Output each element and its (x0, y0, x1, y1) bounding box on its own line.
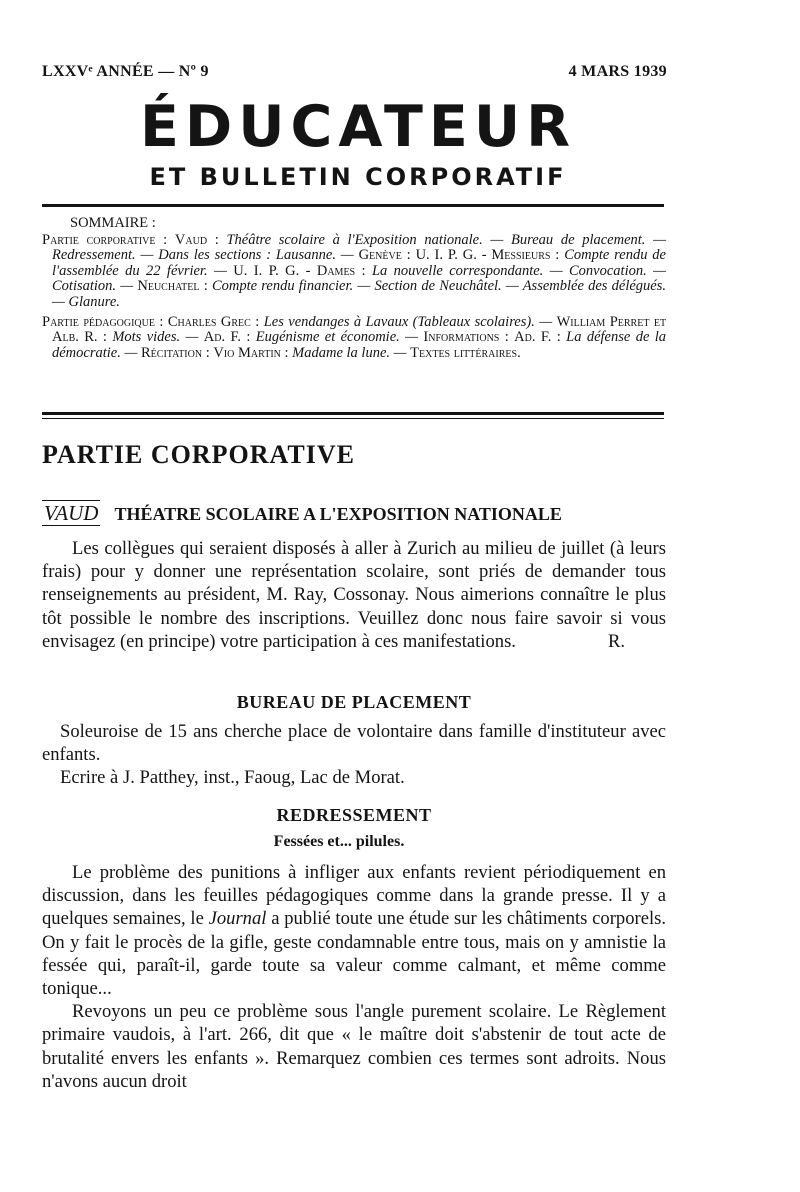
sommaire-dames-items: La nouvelle correspondante. — Convocation. — Cotisation. — (52, 262, 667, 295)
theatre-heading: THÉATRE SCOLAIRE A L'EXPOSITION NATIONALE (114, 504, 562, 524)
canton-label-vaud: VAUD (44, 501, 99, 525)
sommaire-heading: SOMMAIRE : (70, 215, 156, 231)
sommaire-rule-top (42, 412, 664, 415)
header-rule (42, 204, 664, 207)
redressement-p1-before: Le problème des punitions à infliger aux enfants revient périodiquement en discussion, dans les feuilles pédagogiques comme dans la grande presse. Il y a quelques semaines, le (42, 862, 666, 930)
sommaire-neuchatel-items: Compte rendu financier. — Section de Neuchâtel. — Assemblée des délégués. — Glanure. (52, 278, 667, 310)
sommaire-corporative: Partie corporative : Vaud : Théâtre scolaire à l'Exposition nationale. — Bureau de placement. — Redressement. — Dans les sections : Lausanne. — Genève : U. I. P. G. - Messieurs : Compte rendu de l'assemblée du 22 février. — U. I. P. G. - Dames : La nouvelle correspondante. — Convocation. — Cotisation. — Neuchatel : Compte rendu financier. — Section de Neuchâtel. — Assemblée des délégués. — Glanure. (42, 231, 667, 310)
sommaire-neuchatel-label: Neuchatel (137, 278, 200, 295)
issue-date: 4 MARS 1939 (568, 63, 667, 80)
sommaire-informations-label: Informations (423, 329, 500, 346)
sommaire-pedagogique: Partie pédagogique : Charles Grec : Les vendanges à Lavaux (Tableaux scolaires). — William Perret et Alb. R. : Mots vides. — Ad. F. : Eugénisme et économie. — Informations : Ad. F. : La défense de la démocratie. — Récitation : Vio Martin : Madame la lune. — Textes littéraires. (42, 313, 667, 361)
sommaire-geneve-label: Genève (358, 247, 402, 264)
bureau-heading: BUREAU DE PLACEMENT (236, 692, 472, 712)
sommaire-pedagogique-label: Partie pédagogique (42, 313, 155, 330)
sommaire-grec-author: Charles Grec (167, 313, 251, 330)
sommaire-vio-title: Madame la lune. — (292, 344, 407, 361)
table-of-contents (42, 216, 666, 361)
theatre-signature: R. (607, 630, 626, 652)
sommaire-uipg-messieurs: U. I. P. G. - Messieurs (415, 247, 551, 264)
redressement-paragraph-1 (42, 861, 666, 1000)
bureau-article (42, 720, 666, 790)
sommaire-adf2-author: Ad. F. (514, 329, 552, 346)
theatre-paragraph (42, 537, 666, 653)
sommaire-perret-authors: William Perret et Alb. R. (52, 313, 667, 346)
redressement-subheading: Fessées et... pilules. (273, 833, 405, 850)
redressement-heading: REDRESSEMENT (276, 805, 432, 825)
sommaire-adf1-author: Ad. F. (203, 329, 241, 346)
theatre-rubric (42, 501, 666, 526)
sommaire-rule-bottom (42, 418, 664, 419)
journal-name: Journal (208, 908, 267, 930)
bureau-paragraph-2: Ecrire à J. Patthey, inst., Faoug, Lac de Morat. (60, 767, 405, 789)
sommaire-recitation-label: Récitation (141, 344, 203, 361)
journal-subtitle: ET BULLETIN CORPORATIF (149, 163, 567, 191)
issue-number: LXXVᵉ ANNÉE — Nº 9 (42, 63, 209, 80)
sommaire-vio-author: Vio Martin (213, 344, 281, 361)
sommaire-corporative-label: Partie corporative (42, 231, 156, 248)
redressement-article (42, 861, 666, 1093)
journal-title: ÉDUCATEUR (139, 94, 577, 160)
bureau-paragraph-1: Soleuroise de 15 ans cherche place de volontaire dans famille d'instituteur avec enfants. (42, 721, 666, 766)
sommaire-uipg-dames: U. I. P. G. - Dames (233, 262, 356, 279)
section-title: PARTIE CORPORATIVE (42, 440, 355, 469)
sommaire-grec-title: Les vendanges à Lavaux (Tableaux scolaires). — (263, 313, 553, 330)
sommaire-textes-label: Textes littéraires. (410, 344, 521, 361)
sommaire-vaud-label: Vaud (174, 231, 208, 248)
redressement-paragraph-2: Revoyons un peu ce problème sous l'angle purement scolaire. Le Règlement primaire vaudois, à l'art. 266, dit que « le maître doit s'abstenir de tout acte de brutalité envers les enfants ». Remarquez combien ces termes sont adroits. Nous n'avons aucun droit (42, 1001, 666, 1092)
sommaire-vaud-items: Théâtre scolaire à l'Exposition nationale. — Bureau de placement. — Redressement. — Dans les sections : Lausanne. — (52, 231, 667, 264)
theatre-text: Les collègues qui seraient disposés à aller à Zurich au milieu de juillet (à leurs frais) pour y donner une représentation scolaire, sont priés de demander tous renseignements au président, M. Ray, Cossonay. Nous aimerions connaître le plus tôt possible le nombre des inscriptions. Veuillez donc nous faire savoir si vous envisagez (en principe) votre participation à ces manifestations. (42, 538, 666, 652)
masthead-line (42, 63, 667, 81)
sommaire-adf2-title: La défense de la démocratie. — (52, 329, 667, 361)
sommaire-messieurs-items: Compte rendu de l'assemblée du 22 février. — (52, 247, 666, 279)
redressement-p1-after: a publié toute une étude sur les châtiments corporels. On y fait le procès de la gifle, geste condamnable entre tous, mais on y amnistie la fessée qui, paraît-il, garde toute sa valeur comme calmant, et même comme tonique... (42, 908, 666, 1000)
sommaire-adf1-title: Eugénisme et économie. — (255, 329, 419, 346)
theatre-article (42, 537, 666, 653)
sommaire-perret-title: Mots vides. — (112, 329, 199, 346)
